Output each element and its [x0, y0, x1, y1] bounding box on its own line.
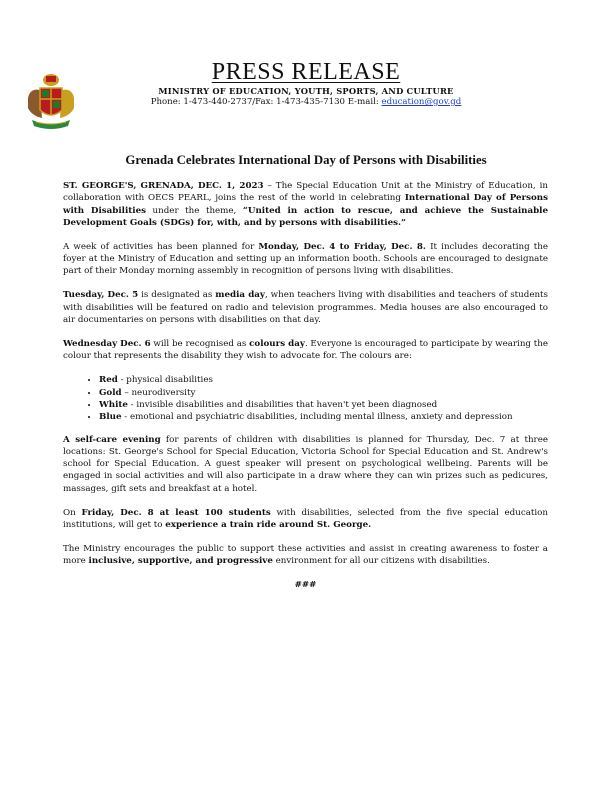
- colour-name: Gold: [99, 387, 122, 398]
- paragraph-colours-day: [63, 338, 548, 363]
- dateline: ST. GEORGE'S, GRENADA, DEC. 1, 2023: [63, 181, 264, 191]
- colours-list: [63, 374, 548, 423]
- contact-phone-fax: Phone: 1-473-440-2737/Fax: 1-473-435-7130 E-mail:: [150, 97, 382, 107]
- bold-text: International Day of Persons with Disabilities: [63, 193, 548, 216]
- text: The Ministry encourages the public to support these activities and assist in creating awareness to foster a more: [63, 543, 548, 567]
- theme-text: “United in action to rescue, and achieve the Sustainable Development Goals (SDGs) for, with, and by persons with disabilities.”: [63, 205, 548, 228]
- text: . Everyone is encouraged to participate by wearing the colour that represents the disability they wish to advocate for. The colours are:: [63, 339, 548, 362]
- text: environment for all our citizens with disabilities.: [272, 556, 490, 567]
- bold-text: Wednesday Dec. 6: [63, 339, 151, 350]
- bold-text: experience a train ride around St. George.: [165, 519, 372, 530]
- bold-text: inclusive, supportive, and progressive: [88, 556, 273, 567]
- ministry-name: MINISTRY OF EDUCATION, YOUTH, SPORTS, AND CULTURE: [158, 86, 454, 96]
- headline: Grenada Celebrates International Day of Persons with Disabilities: [125, 153, 487, 167]
- paragraph-week-activities: [63, 241, 548, 278]
- page-title: PRESS RELEASE: [211, 59, 401, 85]
- article-body: [63, 180, 548, 592]
- text: – The Special Education Unit at the Ministry of Education, in collaboration with OECS PEARL, joins the rest of the world in celebrating: [63, 181, 548, 204]
- colour-description: - invisible disabilities and disabilities that haven't yet been diagnosed: [127, 399, 438, 410]
- email-link[interactable]: education@gov.gd: [381, 97, 462, 107]
- text: It includes decorating the foyer at the Ministry of Education and setting up an information booth. Schools are encouraged to designate part of their Monday morning assembly in recognition of persons living with disabilities.: [63, 241, 549, 277]
- list-item: [99, 374, 548, 386]
- list-item: [99, 387, 548, 399]
- colour-description: - physical disabilities: [117, 375, 213, 386]
- colour-name: White: [99, 399, 128, 410]
- bold-text: Monday, Dec. 4 to Friday, Dec. 8.: [258, 241, 426, 252]
- bold-text: media day: [215, 290, 265, 301]
- text: with disabilities, selected from the five special education institutions, will get to: [63, 507, 548, 530]
- paragraph-media-day: [63, 289, 548, 326]
- colour-name: Blue: [99, 412, 122, 423]
- colour-description: – neurodiversity: [121, 387, 196, 398]
- text: A week of activities has been planned for: [63, 241, 259, 252]
- paragraph-self-care: [63, 434, 548, 495]
- paragraph-train-ride: [63, 507, 548, 532]
- bold-text: A self-care evening: [63, 434, 161, 445]
- list-item: [99, 399, 548, 411]
- paragraph-closing: [63, 543, 548, 568]
- colour-description: - emotional and psychiatric disabilities, including mental illness, anxiety and depression: [121, 412, 513, 423]
- bold-text: colours day: [249, 339, 305, 350]
- colour-name: Red: [99, 375, 118, 386]
- text: under the theme,: [146, 205, 243, 216]
- press-release-header: [90, 58, 522, 108]
- text: for parents of children with disabilities is planned for Thursday, Dec. 7 at three locations: St. George's School for Special Education, Victoria School for Special Education and St. Andrew's school for Special Education. A guest speaker will present on psychological wellbeing. Parents will be engaged in social activities and will also participate in a draw where they can win prizes such as pedicures, massages, gift sets and breakfast at a hotel.: [63, 434, 548, 494]
- text: , when teachers living with disabilities and teachers of students with disabilities will be featured on radio and television programmes. Media houses are also encouraged to air documentaries on persons with disabilities on that day.: [63, 290, 549, 326]
- text: is designated as: [138, 290, 216, 301]
- bold-text: Friday, Dec. 8 at least 100 students: [81, 507, 271, 518]
- paragraph-intro: [63, 180, 548, 229]
- contact-line: [90, 97, 522, 108]
- list-item: [99, 411, 548, 423]
- text: will be recognised as: [150, 339, 250, 350]
- text: On: [63, 507, 82, 518]
- bold-text: Tuesday, Dec. 5: [63, 290, 139, 301]
- grenada-coat-of-arms-icon: [18, 68, 84, 134]
- end-mark: ###: [294, 580, 317, 591]
